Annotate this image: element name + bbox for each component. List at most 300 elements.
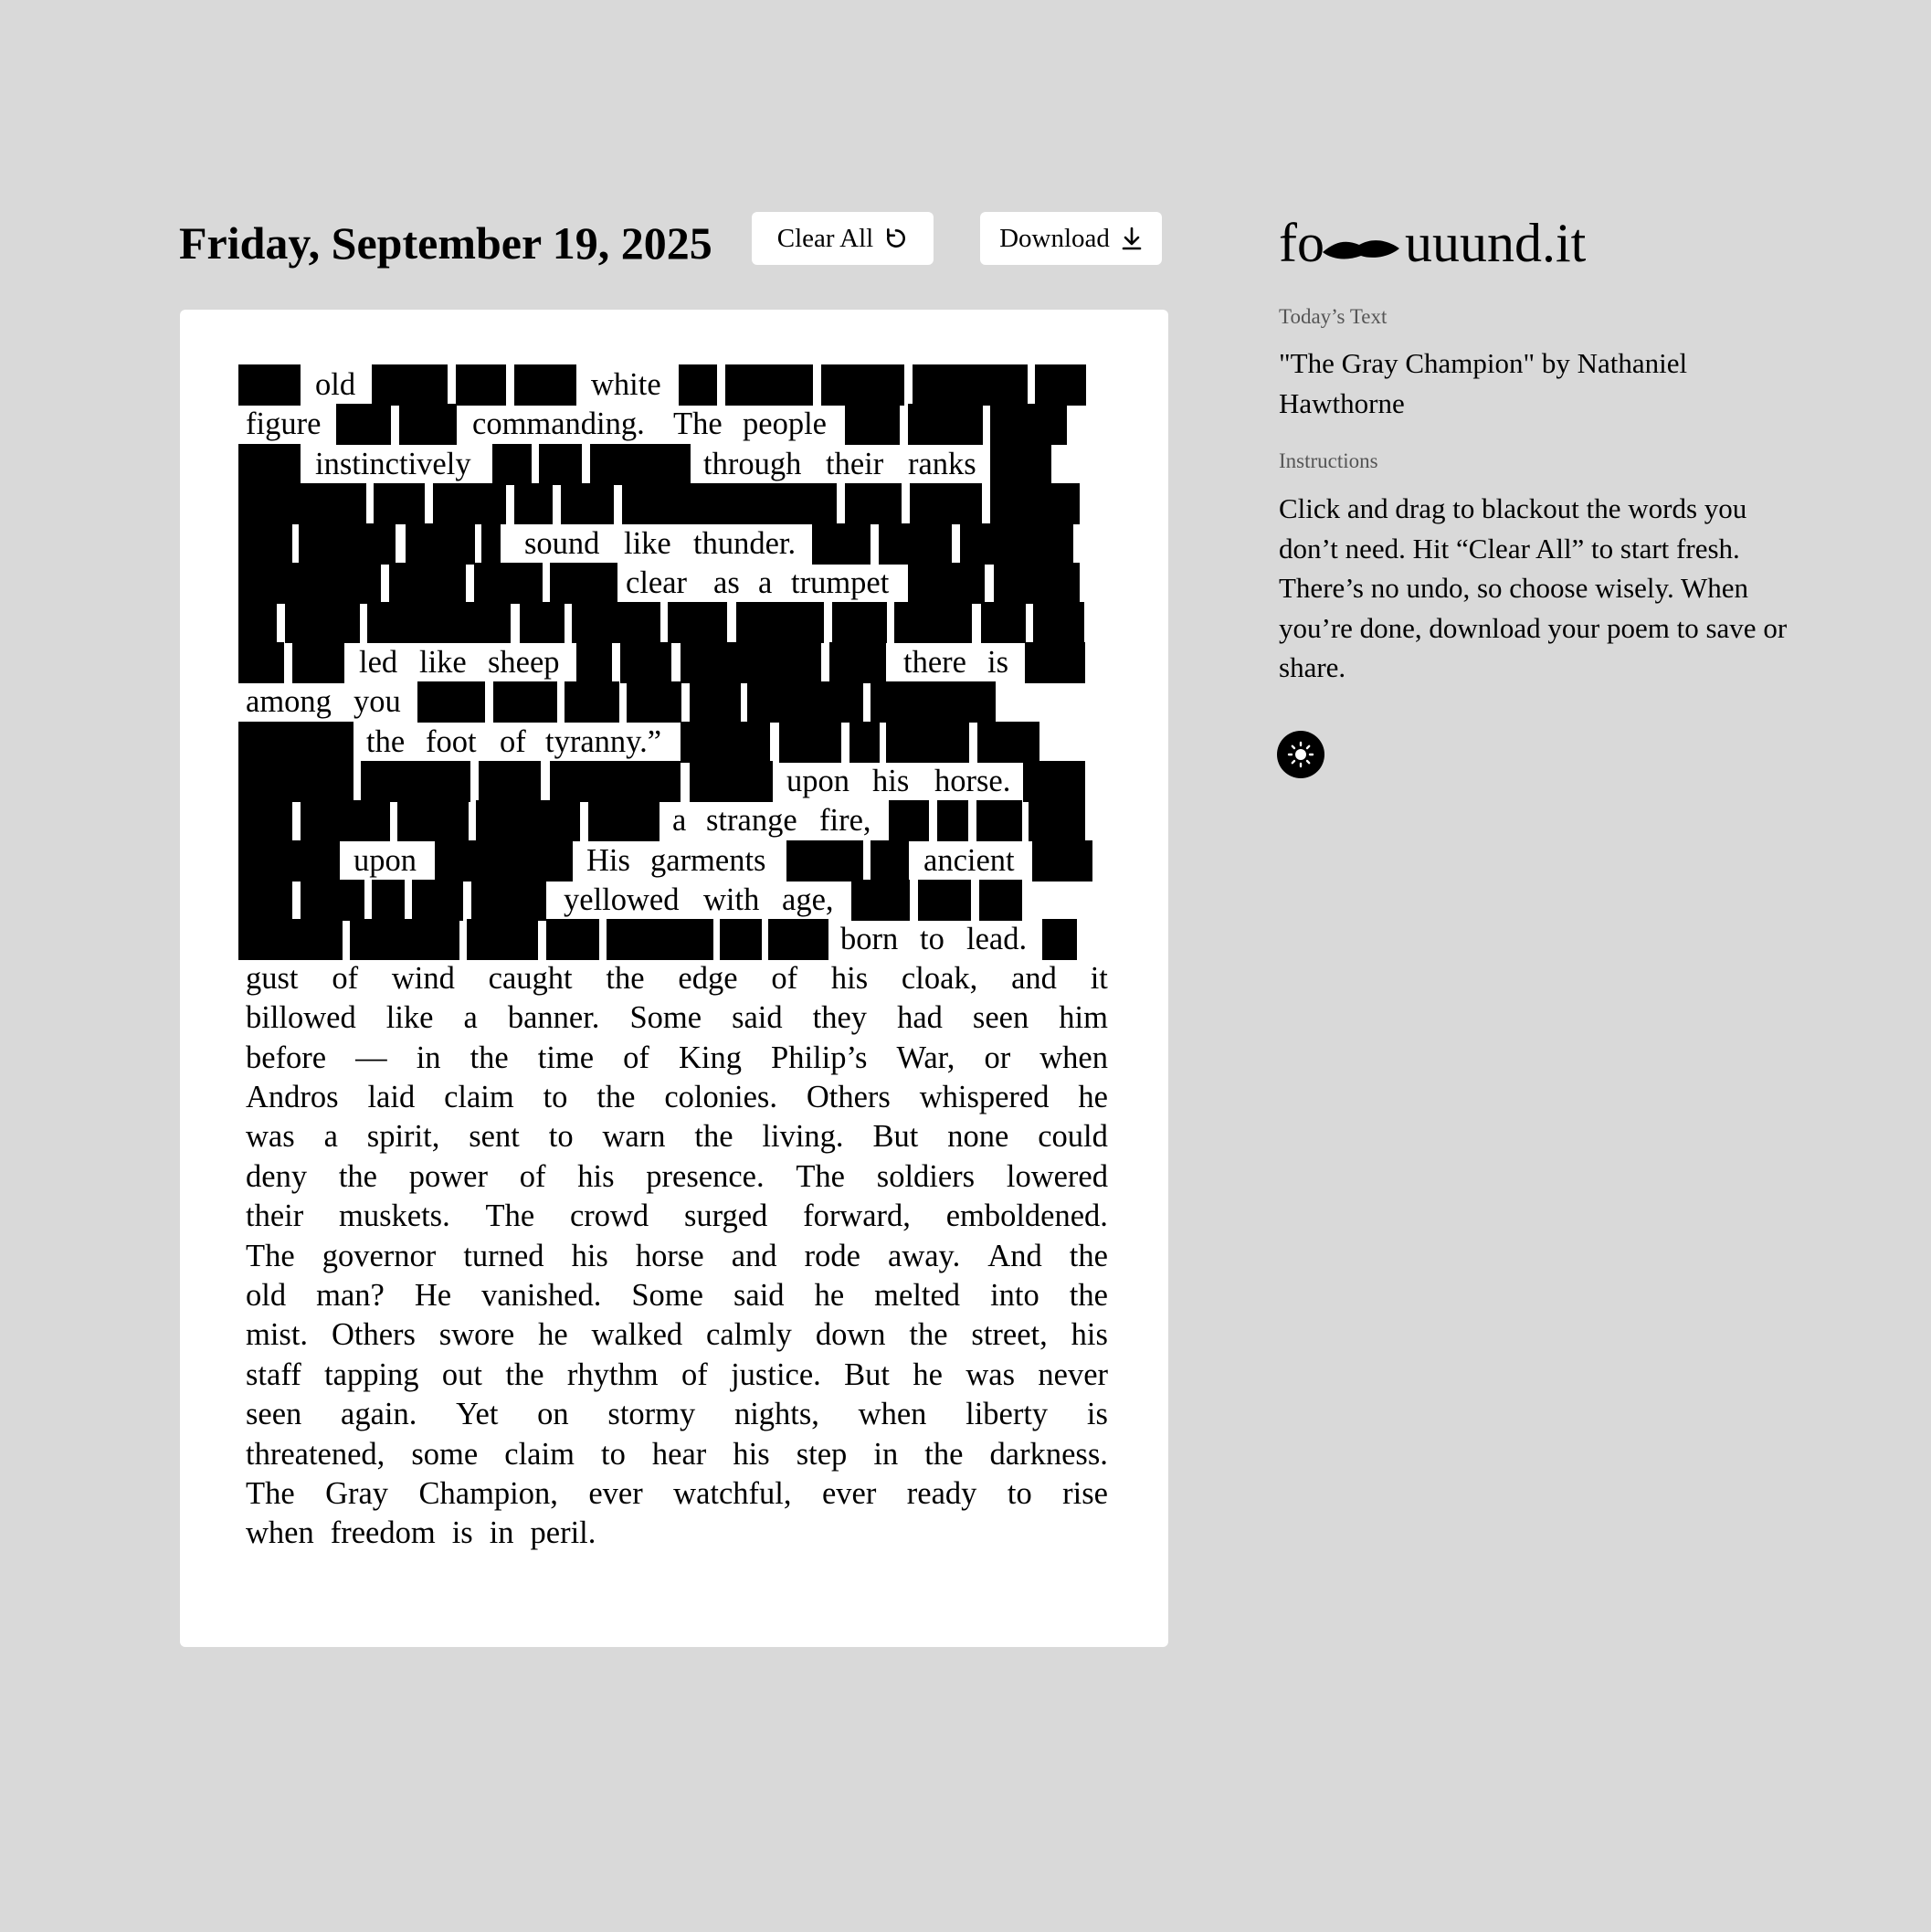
visible-word[interactable]: the — [366, 723, 406, 759]
visible-word[interactable]: rode — [804, 1238, 860, 1273]
blackout-block[interactable] — [456, 364, 506, 406]
blackout-block[interactable] — [590, 444, 691, 485]
visible-word[interactable]: claim — [444, 1080, 514, 1115]
visible-word[interactable]: swore — [438, 1317, 515, 1353]
blackout-block[interactable] — [350, 919, 459, 960]
visible-word[interactable]: justice. — [731, 1357, 821, 1392]
blackout-block[interactable] — [412, 880, 463, 921]
visible-word[interactable]: a — [672, 803, 687, 839]
visible-word[interactable]: or — [984, 1040, 1011, 1075]
blackout-block[interactable] — [981, 602, 1026, 643]
blackout-block[interactable] — [894, 602, 972, 643]
visible-word[interactable]: away. — [888, 1238, 961, 1273]
blackout-block[interactable] — [514, 364, 576, 406]
visible-word[interactable]: is — [451, 1515, 473, 1551]
visible-word[interactable]: Andros — [246, 1080, 339, 1115]
blackout-block[interactable] — [994, 563, 1080, 604]
visible-word[interactable]: King — [678, 1040, 742, 1075]
visible-word[interactable]: trumpet — [791, 565, 890, 600]
blackout-canvas[interactable] — [180, 310, 1168, 1647]
visible-word[interactable]: led — [359, 644, 398, 680]
visible-word[interactable]: laid — [367, 1080, 416, 1115]
visible-word[interactable]: Philip’s — [771, 1040, 868, 1075]
blackout-block[interactable] — [851, 880, 910, 921]
poem-text[interactable] — [238, 364, 1115, 1554]
blackout-block[interactable] — [1042, 919, 1077, 960]
visible-word[interactable]: thunder. — [693, 525, 797, 561]
visible-word[interactable]: Yet — [456, 1397, 499, 1432]
visible-word[interactable]: to — [543, 1080, 568, 1115]
visible-word[interactable]: through — [703, 446, 802, 481]
visible-word[interactable]: darkness. — [989, 1436, 1108, 1472]
visible-word[interactable]: he — [538, 1317, 568, 1353]
redacted-line — [238, 681, 1115, 721]
visible-word[interactable]: never — [1038, 1357, 1108, 1392]
visible-word[interactable]: sheep — [488, 644, 560, 680]
visible-word[interactable]: hear — [651, 1436, 707, 1472]
blackout-block[interactable] — [238, 563, 381, 604]
blackout-block[interactable] — [768, 919, 828, 960]
blackout-block[interactable] — [786, 840, 863, 882]
visible-word[interactable]: born — [840, 922, 899, 957]
visible-word[interactable]: edge — [678, 960, 738, 996]
visible-word[interactable]: walked — [591, 1317, 683, 1353]
visible-word[interactable]: of — [332, 960, 359, 996]
blackout-block[interactable] — [681, 642, 821, 683]
visible-word[interactable]: the — [1069, 1277, 1108, 1313]
blackout-block[interactable] — [1025, 642, 1085, 683]
visible-word[interactable]: none — [947, 1119, 1009, 1155]
visible-word[interactable]: governor — [322, 1238, 437, 1273]
blackout-block[interactable] — [238, 919, 343, 960]
visible-word[interactable]: and — [731, 1238, 777, 1273]
blackout-block[interactable] — [301, 800, 390, 841]
visible-word[interactable]: The — [673, 406, 723, 442]
blackout-block[interactable] — [476, 800, 580, 841]
visible-word[interactable]: staff — [246, 1357, 301, 1392]
blackout-block[interactable] — [336, 404, 391, 445]
blackout-block[interactable] — [1029, 800, 1085, 841]
blackout-block[interactable] — [747, 681, 863, 723]
blackout-block[interactable] — [588, 800, 659, 841]
visible-word[interactable]: when — [858, 1397, 927, 1432]
blackout-block[interactable] — [679, 364, 717, 406]
blackout-block[interactable] — [520, 602, 565, 643]
visible-word[interactable]: peril. — [530, 1515, 596, 1551]
visible-word[interactable]: — — [355, 1040, 387, 1075]
blackout-block[interactable] — [238, 761, 353, 802]
visible-word[interactable]: upon — [353, 842, 417, 878]
visible-word[interactable]: nights, — [733, 1397, 819, 1432]
blackout-block[interactable] — [372, 364, 448, 406]
visible-word[interactable]: warn — [602, 1119, 666, 1155]
visible-word[interactable]: Some — [629, 1000, 702, 1036]
visible-word[interactable]: it — [1090, 960, 1108, 996]
visible-word[interactable]: lowered — [1006, 1158, 1108, 1194]
visible-word[interactable]: clear — [626, 565, 688, 600]
visible-word[interactable]: you — [353, 684, 401, 720]
visible-word[interactable]: the — [924, 1436, 964, 1472]
visible-word[interactable]: vanished. — [481, 1277, 602, 1313]
blackout-block[interactable] — [474, 563, 543, 604]
visible-word[interactable]: he — [913, 1357, 943, 1392]
visible-word[interactable]: was — [246, 1119, 295, 1155]
visible-word[interactable]: spirit, — [366, 1119, 440, 1155]
visible-word[interactable]: man? — [316, 1277, 385, 1313]
blackout-block[interactable] — [572, 602, 660, 643]
visible-word[interactable]: of — [500, 723, 526, 759]
visible-word[interactable]: sent — [469, 1119, 520, 1155]
blackout-block[interactable] — [471, 880, 546, 921]
visible-word[interactable]: colonies. — [664, 1080, 777, 1115]
blackout-block[interactable] — [918, 880, 971, 921]
blackout-block[interactable] — [779, 722, 841, 763]
blackout-block[interactable] — [879, 523, 952, 565]
blackout-block[interactable] — [1023, 761, 1085, 802]
blackout-block[interactable] — [990, 444, 1051, 485]
visible-word[interactable]: people — [743, 406, 827, 442]
blackout-block[interactable] — [565, 681, 619, 723]
visible-word[interactable]: horse. — [934, 763, 1011, 798]
blackout-block[interactable] — [238, 523, 292, 565]
visible-word[interactable]: step — [796, 1436, 848, 1472]
visible-word[interactable]: time — [537, 1040, 595, 1075]
blackout-block[interactable] — [374, 483, 425, 524]
visible-word[interactable]: wind — [391, 960, 455, 996]
visible-word[interactable]: ever — [588, 1475, 643, 1511]
visible-word[interactable]: the — [470, 1040, 509, 1075]
blackout-block[interactable] — [299, 523, 396, 565]
visible-word[interactable]: a — [323, 1119, 338, 1155]
blackout-block[interactable] — [845, 404, 900, 445]
blackout-block[interactable] — [668, 602, 727, 643]
blackout-block[interactable] — [301, 880, 364, 921]
blackout-block[interactable] — [990, 483, 1080, 524]
visible-word[interactable]: he — [1078, 1080, 1108, 1115]
blackout-block[interactable] — [238, 880, 292, 921]
visible-word[interactable]: street, — [971, 1317, 1048, 1353]
blackout-block[interactable] — [910, 483, 982, 524]
visible-word[interactable]: as — [713, 565, 740, 600]
visible-word[interactable]: Others — [806, 1080, 891, 1115]
blackout-block[interactable] — [238, 800, 292, 841]
visible-word[interactable]: liberty — [966, 1397, 1049, 1432]
visible-word[interactable]: to — [601, 1436, 626, 1472]
blackout-block[interactable] — [285, 602, 360, 643]
blackout-block[interactable] — [871, 681, 996, 723]
visible-word[interactable]: his — [872, 763, 910, 798]
blackout-block[interactable] — [627, 681, 681, 723]
visible-word[interactable]: The — [246, 1238, 295, 1273]
visible-word[interactable]: his — [1071, 1317, 1108, 1353]
blackout-block[interactable] — [479, 761, 541, 802]
visible-word[interactable]: horse — [635, 1238, 704, 1273]
visible-word[interactable]: said — [732, 1000, 783, 1036]
visible-word[interactable]: Others — [331, 1317, 416, 1353]
blackout-block[interactable] — [622, 483, 837, 524]
blackout-block[interactable] — [238, 840, 340, 882]
visible-word[interactable]: of — [623, 1040, 649, 1075]
blackout-block[interactable] — [493, 681, 557, 723]
blackout-block[interactable] — [238, 483, 366, 524]
blackout-block[interactable] — [979, 880, 1022, 921]
visible-word[interactable]: a — [758, 565, 773, 600]
blackout-block[interactable] — [977, 722, 1039, 763]
visible-word[interactable]: their — [826, 446, 884, 481]
blackout-block[interactable] — [550, 761, 681, 802]
visible-word[interactable]: their — [246, 1198, 304, 1234]
visible-word[interactable]: tapping — [324, 1357, 419, 1392]
blackout-block[interactable] — [492, 444, 532, 485]
visible-word[interactable]: fire, — [819, 803, 871, 839]
blackout-block[interactable] — [539, 444, 582, 485]
visible-word[interactable]: claim — [504, 1436, 575, 1472]
visible-word[interactable]: presence. — [646, 1158, 765, 1194]
visible-word[interactable]: some — [411, 1436, 479, 1472]
blackout-block[interactable] — [832, 602, 887, 643]
visible-word[interactable]: cloak, — [901, 960, 978, 996]
visible-word[interactable]: him — [1059, 1000, 1108, 1036]
visible-word[interactable]: And — [987, 1238, 1042, 1273]
visible-word[interactable]: threatened, — [246, 1436, 385, 1472]
visible-word[interactable]: The — [796, 1158, 845, 1194]
visible-word[interactable]: the — [596, 1080, 636, 1115]
blackout-block[interactable] — [990, 404, 1067, 445]
visible-word[interactable]: tyranny.” — [545, 723, 662, 759]
visible-word[interactable]: with — [703, 882, 760, 918]
visible-word[interactable]: his — [830, 960, 869, 996]
visible-word[interactable]: in — [416, 1040, 441, 1075]
visible-word[interactable]: emboldened. — [945, 1198, 1108, 1234]
blackout-block[interactable] — [871, 840, 909, 882]
blackout-block[interactable] — [960, 523, 1073, 565]
visible-word[interactable]: surged — [683, 1198, 768, 1234]
blackout-block[interactable] — [886, 722, 969, 763]
blackout-block[interactable] — [821, 364, 904, 406]
blackout-block[interactable] — [433, 483, 506, 524]
visible-word[interactable]: the — [338, 1158, 377, 1194]
visible-word[interactable]: to — [920, 922, 944, 957]
visible-word[interactable]: he — [814, 1277, 845, 1313]
blackout-block[interactable] — [361, 761, 470, 802]
blackout-block[interactable] — [238, 364, 301, 406]
visible-word[interactable]: of — [771, 960, 798, 996]
visible-word[interactable]: a — [463, 1000, 478, 1036]
visible-word[interactable]: had — [897, 1000, 943, 1036]
visible-word[interactable]: ancient — [923, 842, 1015, 878]
visible-word[interactable]: was — [966, 1357, 1015, 1392]
blackout-block[interactable] — [514, 483, 553, 524]
visible-word[interactable]: old — [315, 367, 356, 402]
visible-word[interactable]: instinctively — [315, 446, 471, 481]
visible-word[interactable]: strange — [706, 803, 797, 839]
visible-word[interactable]: muskets. — [339, 1198, 450, 1234]
visible-word[interactable]: in — [873, 1436, 899, 1472]
visible-word[interactable]: rhythm — [566, 1357, 659, 1392]
blackout-block[interactable] — [372, 880, 405, 921]
visible-word[interactable]: figure — [246, 406, 322, 442]
visible-word[interactable]: billowed — [246, 1000, 356, 1036]
visible-word[interactable]: whispered — [919, 1080, 1050, 1115]
blackout-block[interactable] — [576, 642, 612, 683]
visible-word[interactable]: ever — [821, 1475, 877, 1511]
visible-word[interactable]: out — [441, 1357, 483, 1392]
visible-word[interactable]: like — [385, 1000, 434, 1036]
blackout-block[interactable] — [620, 642, 671, 683]
visible-word[interactable]: ranks — [908, 446, 976, 481]
blackout-block[interactable] — [720, 919, 762, 960]
visible-word[interactable]: there — [903, 644, 966, 680]
visible-word[interactable]: turned — [463, 1238, 544, 1273]
visible-word[interactable]: caught — [488, 960, 573, 996]
visible-word[interactable]: garments — [650, 842, 766, 878]
blackout-block[interactable] — [435, 840, 573, 882]
blackout-block[interactable] — [406, 523, 475, 565]
blackout-block[interactable] — [561, 483, 614, 524]
blackout-block[interactable] — [908, 404, 983, 445]
blackout-block[interactable] — [690, 761, 773, 802]
visible-word[interactable]: But — [872, 1119, 919, 1155]
visible-word[interactable]: The — [246, 1475, 295, 1511]
visible-word[interactable]: is — [1086, 1397, 1108, 1432]
visible-word[interactable]: again. — [341, 1397, 417, 1432]
visible-word[interactable]: white — [591, 367, 661, 402]
visible-word[interactable]: War, — [896, 1040, 955, 1075]
visible-word[interactable]: His — [586, 842, 630, 878]
visible-word[interactable]: said — [733, 1277, 785, 1313]
visible-word[interactable]: to — [1007, 1475, 1032, 1511]
visible-word[interactable]: on — [537, 1397, 569, 1432]
blackout-block[interactable] — [681, 722, 770, 763]
blackout-block[interactable] — [913, 364, 1028, 406]
blackout-block[interactable] — [1033, 602, 1084, 643]
visible-word[interactable]: crowd — [569, 1198, 649, 1234]
blackout-block[interactable] — [467, 919, 538, 960]
visible-word[interactable]: they — [812, 1000, 868, 1036]
visible-word[interactable]: deny — [246, 1158, 308, 1194]
visible-word[interactable]: of — [681, 1357, 708, 1392]
blackout-block[interactable] — [1035, 364, 1086, 406]
blackout-block[interactable] — [399, 404, 457, 445]
theme-toggle-button[interactable] — [1277, 731, 1324, 778]
blackout-block[interactable] — [550, 563, 617, 604]
blackout-block[interactable] — [976, 800, 1022, 841]
blackout-block[interactable] — [937, 800, 968, 841]
blackout-block[interactable] — [690, 681, 741, 723]
blackout-block[interactable] — [238, 602, 277, 643]
blackout-block[interactable] — [812, 523, 871, 565]
visible-word[interactable]: mist. — [246, 1317, 309, 1353]
visible-word[interactable]: the — [505, 1357, 544, 1392]
visible-word[interactable]: stormy — [607, 1397, 696, 1432]
visible-word[interactable]: his — [571, 1238, 608, 1273]
blackout-block[interactable] — [845, 483, 902, 524]
visible-word[interactable]: Some — [631, 1277, 703, 1313]
visible-word[interactable]: power — [408, 1158, 488, 1194]
visible-word[interactable]: the — [606, 960, 645, 996]
blackout-block[interactable] — [889, 800, 929, 841]
visible-word[interactable]: ready — [906, 1475, 977, 1511]
visible-word[interactable]: melted — [874, 1277, 961, 1313]
visible-word[interactable]: sound — [524, 525, 600, 561]
visible-word[interactable]: forward, — [803, 1198, 911, 1234]
visible-word[interactable]: rise — [1062, 1475, 1108, 1511]
visible-word[interactable]: before — [246, 1040, 327, 1075]
visible-word[interactable]: yellowed — [564, 882, 680, 918]
visible-word[interactable]: Gray — [325, 1475, 389, 1511]
visible-word[interactable]: banner. — [507, 1000, 600, 1036]
visible-word[interactable]: the — [694, 1119, 733, 1155]
visible-word[interactable]: gust — [246, 960, 299, 996]
blackout-block[interactable] — [238, 642, 284, 683]
visible-word[interactable]: The — [485, 1198, 535, 1234]
visible-word[interactable]: when — [246, 1515, 314, 1551]
blackout-block[interactable] — [1032, 840, 1092, 882]
visible-word[interactable]: foot — [426, 723, 477, 759]
download-button[interactable] — [980, 212, 1162, 265]
blackout-block[interactable] — [607, 919, 713, 960]
visible-word[interactable]: his — [577, 1158, 615, 1194]
visible-word[interactable]: is — [987, 644, 1009, 680]
visible-word[interactable]: living. — [762, 1119, 844, 1155]
visible-word[interactable]: of — [519, 1158, 546, 1194]
visible-word[interactable]: down — [815, 1317, 886, 1353]
visible-word[interactable]: freedom — [330, 1515, 436, 1551]
visible-word[interactable]: like — [624, 525, 671, 561]
visible-word[interactable]: calmly — [706, 1317, 792, 1353]
blackout-block[interactable] — [367, 602, 511, 643]
visible-word[interactable]: in — [489, 1515, 514, 1551]
visible-word[interactable]: among — [246, 684, 332, 720]
blackout-block[interactable] — [238, 444, 301, 485]
blackout-block[interactable] — [736, 602, 824, 643]
blackout-block[interactable] — [389, 563, 466, 604]
blackout-block[interactable] — [908, 563, 985, 604]
visible-word[interactable]: seen — [246, 1397, 302, 1432]
visible-word[interactable]: watchful, — [673, 1475, 792, 1511]
visible-word[interactable]: upon — [786, 763, 849, 798]
blackout-block[interactable] — [546, 919, 599, 960]
blackout-block[interactable] — [292, 642, 344, 683]
visible-word[interactable]: commanding. — [472, 406, 645, 442]
visible-word[interactable]: Champion, — [418, 1475, 558, 1511]
clear-all-button[interactable] — [752, 212, 934, 265]
visible-word[interactable]: could — [1038, 1119, 1108, 1155]
blackout-block[interactable] — [397, 800, 469, 841]
visible-word[interactable]: the — [1069, 1238, 1108, 1273]
visible-word[interactable]: the — [909, 1317, 948, 1353]
blackout-block[interactable] — [481, 523, 501, 565]
blackout-block[interactable] — [238, 722, 353, 763]
visible-word[interactable]: age, — [782, 882, 834, 918]
visible-word[interactable]: like — [419, 644, 467, 680]
visible-word[interactable]: seen — [972, 1000, 1029, 1036]
visible-word[interactable]: into — [990, 1277, 1039, 1313]
visible-word[interactable]: his — [733, 1436, 770, 1472]
blackout-block[interactable] — [829, 642, 886, 683]
visible-word[interactable]: But — [844, 1357, 891, 1392]
blackout-block[interactable] — [725, 364, 813, 406]
visible-word[interactable]: old — [246, 1277, 287, 1313]
visible-word[interactable]: and — [1011, 960, 1057, 996]
blackout-block[interactable] — [417, 681, 485, 723]
visible-word[interactable]: He — [414, 1277, 452, 1313]
blackout-block[interactable] — [849, 722, 880, 763]
visible-word[interactable]: when — [1039, 1040, 1108, 1075]
visible-word[interactable]: soldiers — [876, 1158, 976, 1194]
visible-word[interactable]: to — [548, 1119, 574, 1155]
visible-word[interactable]: lead. — [966, 922, 1028, 957]
